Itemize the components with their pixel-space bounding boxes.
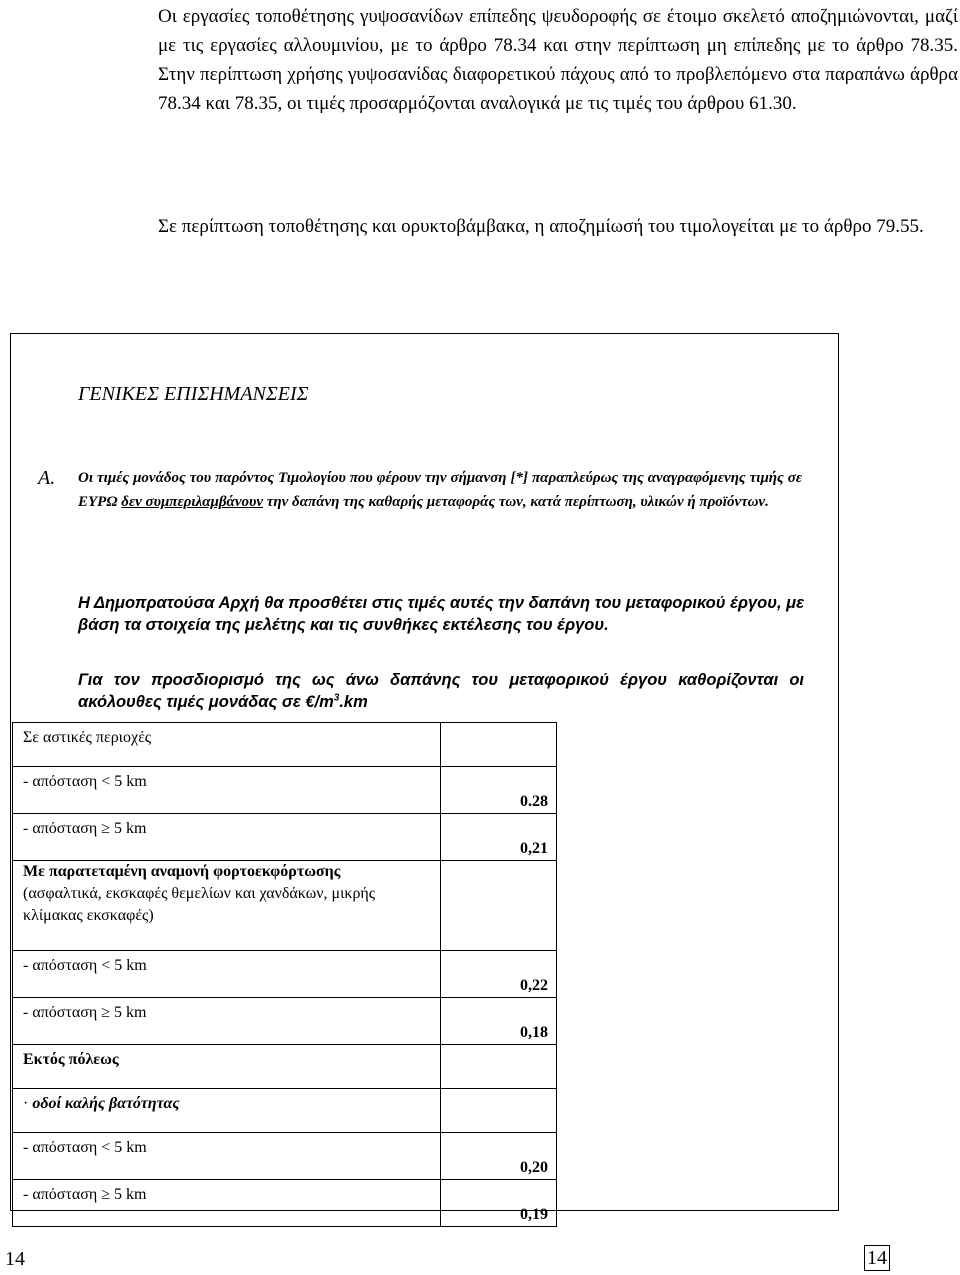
paragraph-mineral-wool: Σε περίπτωση τοποθέτησης και ορυκτοβάμβακα, η αποζημίωσή του τιμολογείται με το άρθρο 79.55.	[158, 216, 924, 237]
bullet-glyph: ·	[23, 1095, 29, 1112]
table-row	[13, 1180, 557, 1227]
extended-header: Με παρατεταμένη αναμονή φορτοεκφόρτωσης	[23, 863, 341, 880]
outside-city-header: Εκτός πόλεως	[13, 1045, 441, 1089]
extended-lt-value: 0,22	[441, 951, 557, 998]
good-lt-label: - απόσταση < 5 km	[13, 1133, 441, 1180]
page-number-right: 14	[864, 1245, 890, 1271]
table-row	[13, 1045, 557, 1089]
transport-prices-table	[12, 722, 557, 1227]
extended-ge-label: - απόσταση ≥ 5 km	[13, 998, 441, 1045]
extended-detail: (ασφαλτικά, εκσκαφές θεμελίων και χανδάκων, μικρής κλίμακας εκσκαφές)	[23, 885, 376, 924]
good-lt-value: 0,20	[441, 1133, 557, 1180]
table-row	[13, 1089, 557, 1133]
unit-prices-statement	[78, 669, 804, 713]
extended-ge-value: 0,18	[441, 998, 557, 1045]
table-row	[13, 951, 557, 998]
good-ge-value: 0,19	[441, 1180, 557, 1227]
table-row	[13, 998, 557, 1045]
note-a-after: την δαπάνη της καθαρής μεταφοράς των, κατά περίπτωση, υλικών ή προϊόντων.	[262, 494, 769, 510]
cubic-superscript: 3	[333, 692, 340, 704]
transport-cost-statement: Η Δημοπρατούσα Αρχή θα προσθέτει στις τιμές αυτές την δαπάνη του μεταφορικού έργου, με βάση τα στοιχεία της μελέτης και τις συνθήκες εκτέλεσης του έργου.	[78, 594, 804, 634]
paragraph-plasterboard-ceiling: Οι εργασίες τοποθέτησης γυψοσανίδων επίπεδης ψευδοροφής σε έτοιμο σκελετό αποζημιώνονται, μαζί με τις εργασίες αλλουμινίου, με το άρθρο 78.34 και στην περίπτωση μη επίπεδης με το άρθρο 78.35. Στην περίπτωση χρήσης γυψοσανίδας διαφορετικού πάχους από το προβλεπόμενο στα παραπάνω άρθρα 78.34 και 78.35, οι τιμές προσαρμόζονται αναλογικά με τις τιμές του άρθρου 61.30.	[158, 6, 958, 114]
unit-prices-statement-unit: .km	[339, 693, 368, 711]
empty-cell	[441, 1045, 557, 1089]
empty-cell	[441, 1089, 557, 1133]
good-roads-header: οδοί καλής βατότητας	[32, 1095, 180, 1112]
table-row	[13, 814, 557, 861]
urban-header: Σε αστικές περιοχές	[13, 723, 441, 767]
table-row	[13, 767, 557, 814]
good-roads-cell	[13, 1089, 441, 1133]
note-a-underlined: δεν συμπεριλαμβάνουν	[121, 494, 263, 510]
urban-lt-label: - απόσταση < 5 km	[13, 767, 441, 814]
empty-cell	[441, 723, 557, 767]
extended-wait-cell	[13, 861, 441, 951]
unit-prices-statement-text: Για τον προσδιορισμό της ως άνω δαπάνης του μεταφορικού έργου καθορίζονται οι ακόλουθες τιμές μονάδας σε €/m	[78, 671, 804, 711]
urban-ge-label: - απόσταση ≥ 5 km	[13, 814, 441, 861]
good-ge-label: - απόσταση ≥ 5 km	[13, 1180, 441, 1227]
table-row	[13, 723, 557, 767]
urban-ge-value: 0,21	[441, 814, 557, 861]
extended-lt-label: - απόσταση < 5 km	[13, 951, 441, 998]
note-letter: Α.	[38, 467, 56, 489]
general-notes-title: ΓΕΝΙΚΕΣ ΕΠΙΣΗΜΑΝΣΕΙΣ	[78, 383, 309, 405]
note-a-before: Οι τιμές μονάδος του παρόντος Τιμολογίου που φέρουν την σήμανση [*] παραπλεύρως της αναγραφόμενης τιμής σε ΕΥΡΩ	[78, 470, 802, 510]
table-row	[13, 1133, 557, 1180]
page-number-left: 14	[5, 1248, 25, 1270]
empty-cell	[441, 861, 557, 951]
table-row	[13, 861, 557, 951]
urban-lt-value: 0.28	[441, 767, 557, 814]
note-a-text	[78, 466, 802, 514]
